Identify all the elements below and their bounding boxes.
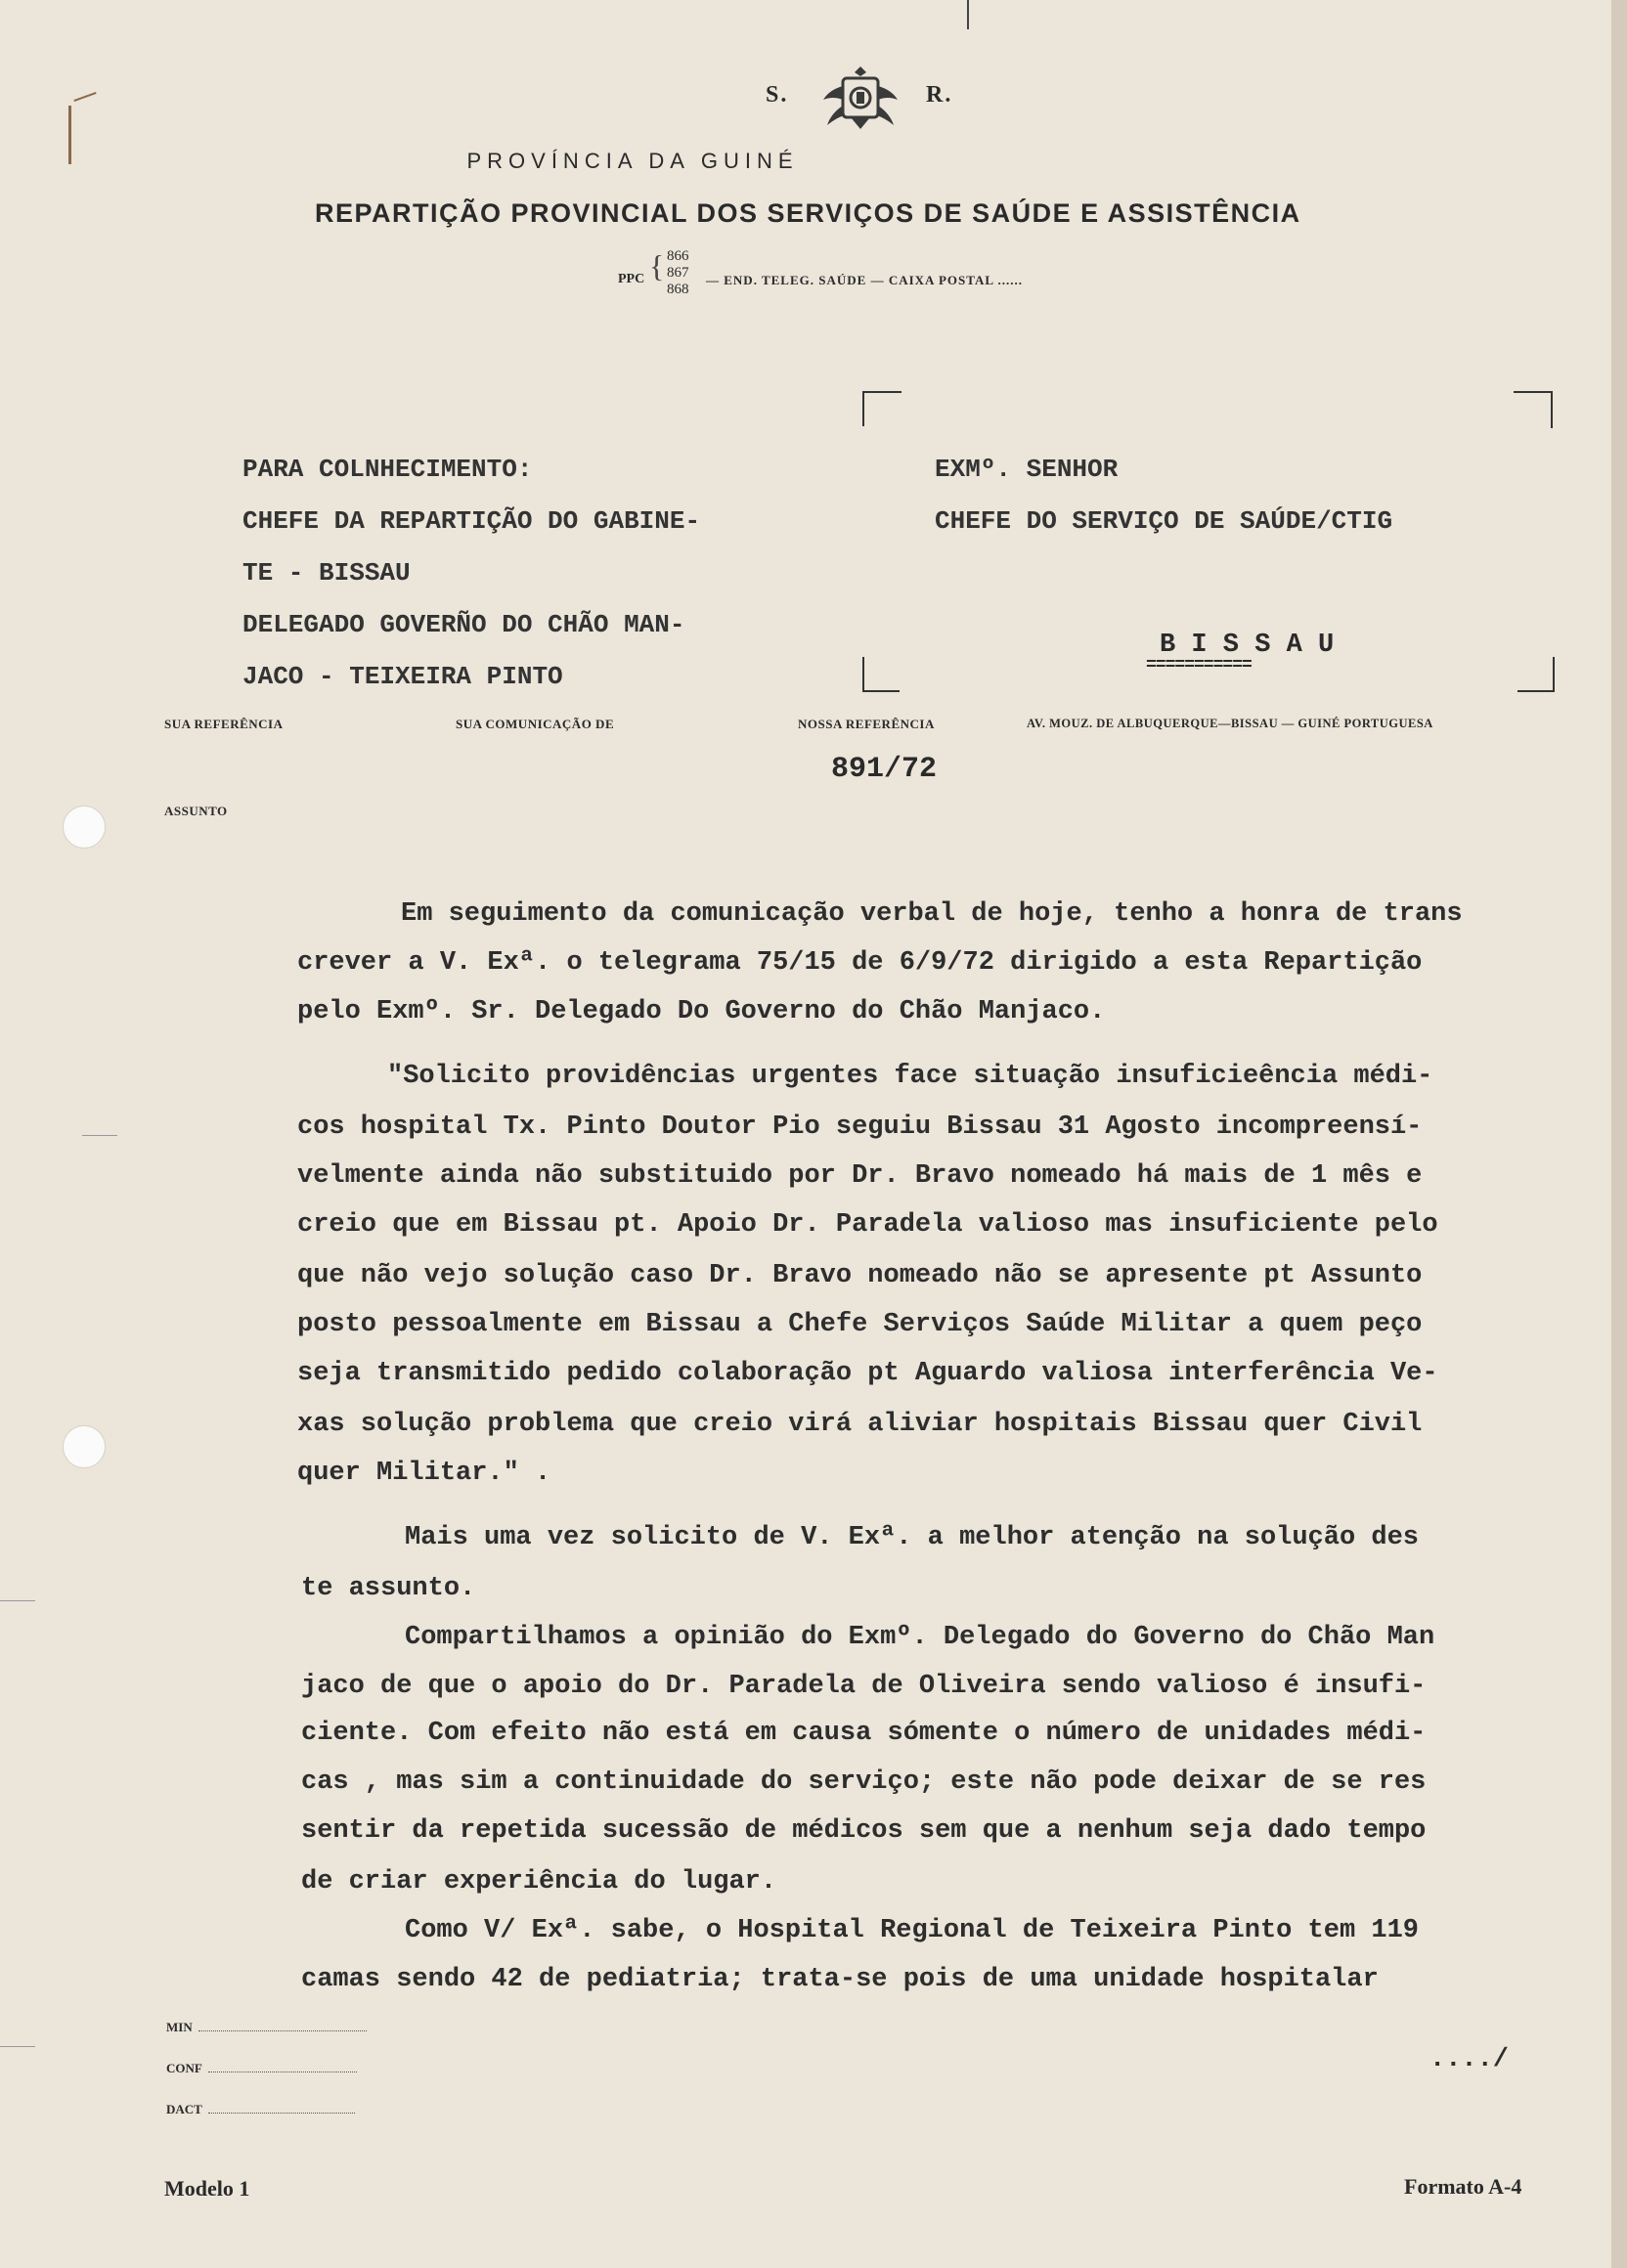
body-line: seja transmitido pedido colaboração pt Aguardo valiosa interferência Ve-: [297, 1359, 1438, 1388]
margin-tick: [0, 2046, 35, 2047]
addressee-line: DELEGADO GOVERÑO DO CHÃO MAN-: [242, 610, 685, 639]
continuation-mark: ..../: [1429, 2045, 1510, 2074]
min-field: [166, 2020, 367, 2035]
ppc-label: PPC: [618, 272, 645, 286]
conf-field: [166, 2061, 357, 2076]
conf-label: CONF: [166, 2061, 202, 2075]
body-line: xas solução problema que creio virá aliviar hospitais Bissau quer Civil: [297, 1410, 1423, 1439]
body-line: creio que em Bissau pt. Apoio Dr. Paradela valioso mas insuficiente pelo: [297, 1210, 1438, 1240]
address-window-corner: [1514, 391, 1553, 428]
addressee-city-underline: ===========: [1146, 656, 1252, 676]
punch-hole: [63, 806, 106, 849]
body-line: cas , mas sim a continuidade do serviço; este não pode deixar de se res: [301, 1767, 1427, 1797]
body-line: cos hospital Tx. Pinto Doutor Pio seguiu Bissau 31 Agosto incompreensí-: [297, 1112, 1423, 1142]
ppc-numbers: [667, 248, 689, 298]
body-line: "Solicito providências urgentes face situação insuficieência médi-: [387, 1062, 1433, 1091]
formato-label: Formato A-4: [1404, 2174, 1522, 2199]
province-title: PROVÍNCIA DA GUINÉ: [466, 149, 799, 173]
addressee-line: JACO - TEIXEIRA PINTO: [242, 662, 563, 691]
body-line: ciente. Com efeito não está em causa sómente o número de unidades médi-: [301, 1719, 1427, 1748]
page-edge: [1611, 0, 1627, 2268]
address-window-corner: [862, 657, 900, 692]
body-line: Em seguimento da comunicação verbal de hoje, tenho a honra de trans: [401, 899, 1463, 929]
body-line: sentir da repetida sucessão de médicos sem que a nenhum seja dado tempo: [301, 1816, 1427, 1846]
body-line: Como V/ Exª. sabe, o Hospital Regional de Teixeira Pinto tem 119: [405, 1916, 1419, 1945]
sua-referencia-label: SUA REFERÊNCIA: [164, 717, 284, 731]
body-line: de criar experiência do lugar.: [301, 1867, 777, 1897]
top-fold-mark: [967, 0, 969, 29]
modelo-label: Modelo 1: [164, 2176, 250, 2201]
body-line: pelo Exmº. Sr. Delegado Do Governo do Chão Manjaco.: [297, 997, 1106, 1026]
body-line: camas sendo 42 de pediatria; trata-se pois de uma unidade hospitalar: [301, 1965, 1379, 1994]
body-line: crever a V. Exª. o telegrama 75/15 de 6/9/72 dirigido a esta Repartição: [297, 948, 1423, 978]
header-s: S.: [766, 82, 789, 108]
letterhead-address: AV. MOUZ. DE ALBUQUERQUE—BISSAU — GUINÉ PORTUGUESA: [1027, 717, 1433, 730]
addressee-left-block: [242, 444, 700, 703]
addressee-title: CHEFE DO SERVIÇO DE SAÚDE/CTIG: [935, 506, 1393, 536]
header-r: R.: [926, 82, 953, 108]
margin-tick: [82, 1135, 117, 1136]
addressee-city: B I S S A U: [1160, 631, 1335, 660]
punch-hole: [63, 1425, 106, 1468]
dact-dotted-line: [208, 2113, 355, 2114]
addressee-line: CHEFE DA REPARTIÇÃO DO GABINE-: [242, 506, 701, 536]
ppc-number: 867: [667, 265, 689, 281]
ppc-brace: {: [649, 248, 665, 284]
addressee-line: TE - BISSAU: [242, 558, 411, 588]
nossa-referencia-label: NOSSA REFERÊNCIA: [798, 717, 935, 731]
min-dotted-line: [198, 2030, 367, 2031]
body-line: te assunto.: [301, 1574, 476, 1603]
addressee-right-block: [935, 444, 1392, 547]
body-line: Mais uma vez solicito de V. Exª. a melhor atenção na solução des: [405, 1523, 1419, 1552]
dact-label: DACT: [166, 2102, 202, 2116]
department-title: REPARTIÇÃO PROVINCIAL DOS SERVIÇOS DE SAÚDE E ASSISTÊNCIA: [315, 198, 1301, 228]
contact-line: — END. TELEG. SAÚDE — CAIXA POSTAL ......: [706, 273, 1024, 287]
address-window-corner: [862, 391, 901, 426]
body-line: Compartilhamos a opinião do Exmº. Delegado do Governo do Chão Man: [405, 1623, 1435, 1652]
addressee-line: PARA COLNHECIMENTO:: [242, 455, 533, 484]
ppc-number: 866: [667, 248, 689, 264]
sua-comunicacao-label: SUA COMUNICAÇÃO DE: [456, 717, 615, 731]
assunto-label: ASSUNTO: [164, 804, 228, 818]
body-line: velmente ainda não substituido por Dr. Bravo nomeado há mais de 1 mês e: [297, 1161, 1423, 1191]
ppc-number: 868: [667, 282, 689, 297]
body-line: jaco de que o apoio do Dr. Paradela de Oliveira sendo valioso é insufi-: [301, 1672, 1427, 1701]
body-line: que não vejo solução caso Dr. Bravo nomeado não se apresente pt Assunto: [297, 1261, 1423, 1290]
dact-field: [166, 2102, 355, 2117]
address-window-corner: [1517, 657, 1555, 692]
body-line: quer Militar." .: [297, 1459, 551, 1488]
body-line: posto pessoalmente em Bissau a Chefe Serviços Saúde Militar a quem peço: [297, 1310, 1423, 1339]
reference-number: 891/72: [831, 753, 938, 786]
addressee-salutation: EXMº. SENHOR: [935, 455, 1119, 484]
margin-tick: [0, 1600, 35, 1601]
coat-of-arms-emblem: [817, 63, 903, 133]
min-label: MIN: [166, 2020, 193, 2034]
